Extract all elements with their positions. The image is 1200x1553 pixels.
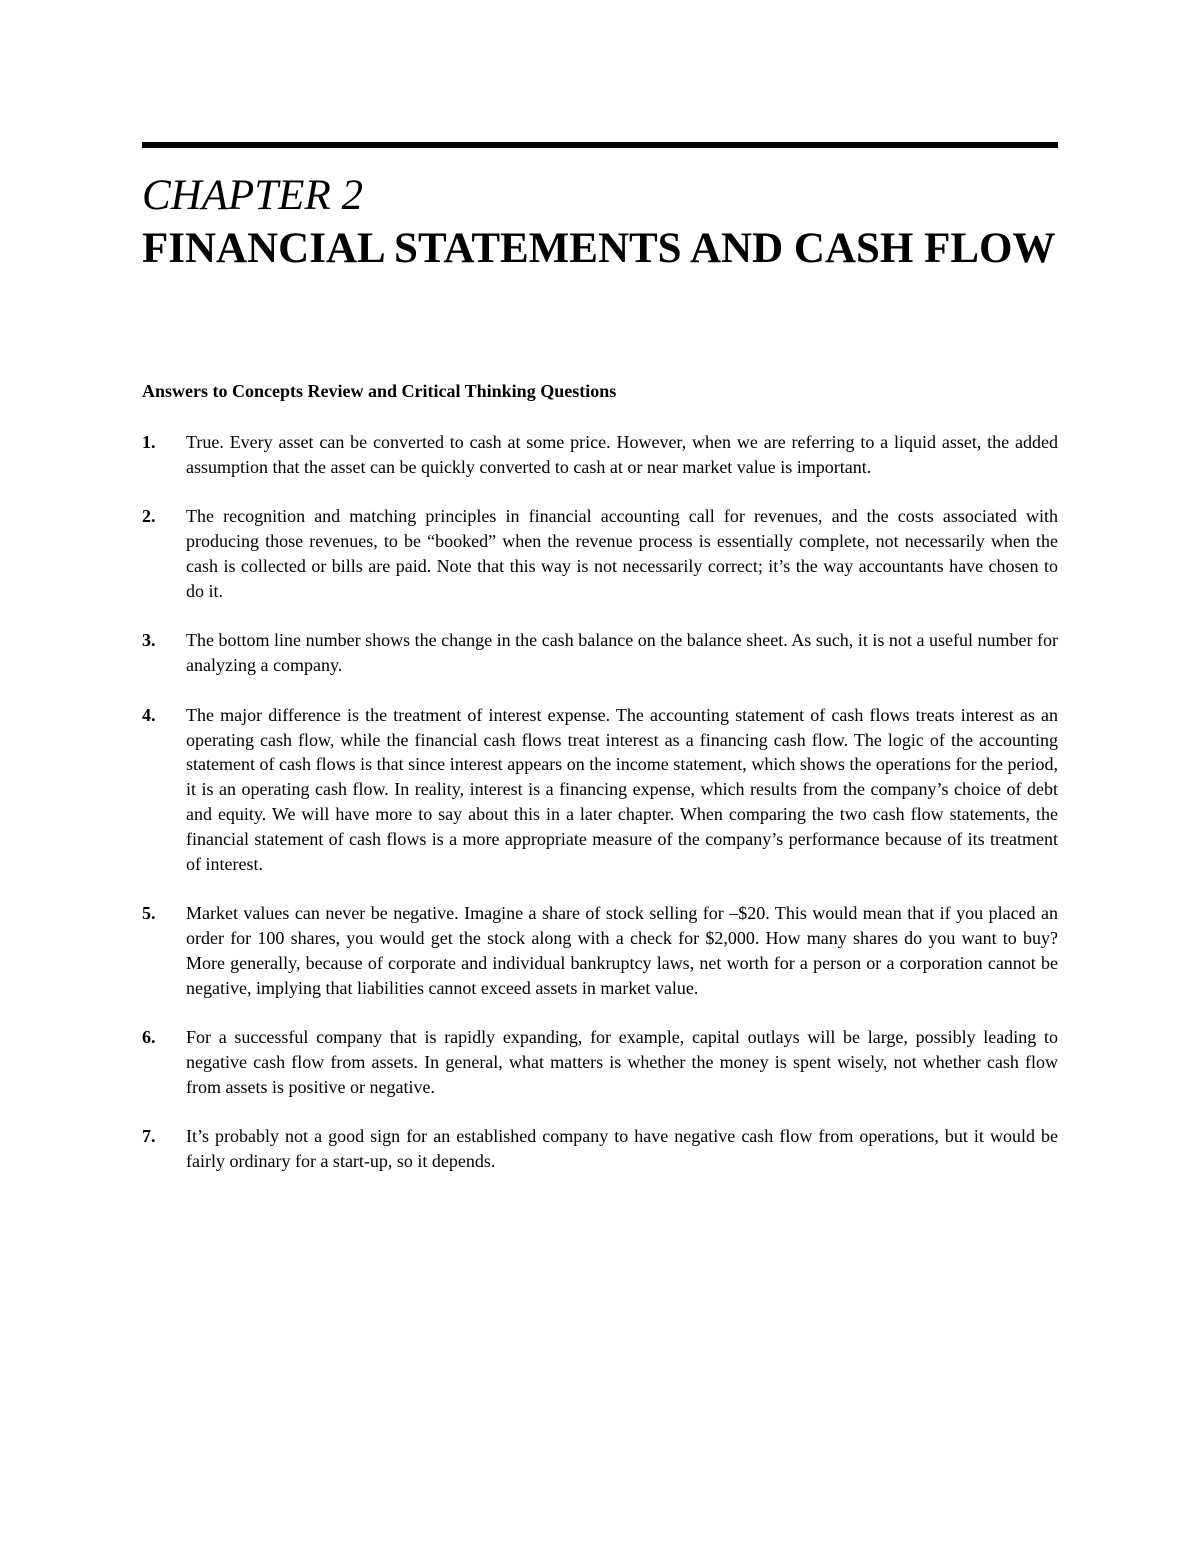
answer-number: 3. (142, 630, 156, 651)
section-heading: Answers to Concepts Review and Critical Thinking Questions (142, 381, 617, 401)
answer-text: The major difference is the treatment of interest expense. The accounting statement of cash flows treats interest as an operating cash flow, while the financial cash flows treat interest as a financing cash flow. The logic of the accounting statement of cash flows is that since interest appears on the income statement, which shows the operations for the period, it is an operating cash flow. In reality, interest is a financing expense, which results from the company’s choice of debt and equity. We will have more to say about this in a later chapter. When comparing the two cash flow statements, the financial statement of cash flows is a more appropriate measure of the company’s performance because of its treatment of interest. (186, 704, 1058, 874)
answer-text: For a successful company that is rapidly expanding, for example, capital outlays will be large, possibly leading to negative cash flow from assets. In general, what matters is whether the money is spent wisely, not whether cash flow from assets is positive or negative. (186, 1027, 1058, 1097)
answer-number: 4. (142, 704, 156, 725)
answer-number: 2. (142, 506, 156, 527)
answer-text: Market values can never be negative. Imagine a share of stock selling for –$20. This would mean that if you placed an order for 100 shares, you would get the stock along with a check for $2,000. How many shares do you want to buy? More generally, because of corporate and individual bankruptcy laws, net worth for a person or a corporation cannot be negative, implying that liabilities cannot exceed assets in market value. (186, 903, 1058, 998)
answer-text: True. Every asset can be converted to cash at some price. However, when we are referring to a liquid asset, the added assumption that the asset can be quickly converted to cash at or near market value is important. (186, 432, 1058, 477)
answer-text: The bottom line number shows the change in the cash balance on the balance sheet. As such, it is not a useful number for analyzing a company. (186, 630, 1058, 676)
answer-item-2 (142, 504, 1058, 603)
answer-number: 1. (142, 432, 156, 452)
answers-list (142, 430, 1058, 1199)
answer-item-3 (142, 628, 1058, 678)
answer-text: It’s probably not a good sign for an established company to have negative cash flow from operations, but it would be fairly ordinary for a start-up, so it depends. (186, 1126, 1058, 1172)
chapter-title: FINANCIAL STATEMENTS AND CASH FLOW (142, 225, 1056, 272)
answer-item-7 (142, 1124, 1058, 1174)
answer-number: 5. (142, 903, 156, 924)
answer-item-4 (142, 703, 1058, 877)
answer-text: The recognition and matching principles in financial accounting call for revenues, and the costs associated with producing those revenues, to be “booked” when the revenue process is essentially complete, not necessarily when the cash is collected or bills are paid. Note that this way is not necessarily correct; it’s the way accountants have chosen to do it. (186, 506, 1058, 601)
answer-number: 6. (142, 1027, 156, 1048)
chapter-label: CHAPTER 2 (142, 172, 363, 219)
top-horizontal-rule (142, 142, 1058, 148)
answer-item-1 (142, 430, 1058, 480)
answer-item-5 (142, 901, 1058, 1000)
answer-item-6 (142, 1025, 1058, 1099)
answer-number: 7. (142, 1126, 156, 1147)
